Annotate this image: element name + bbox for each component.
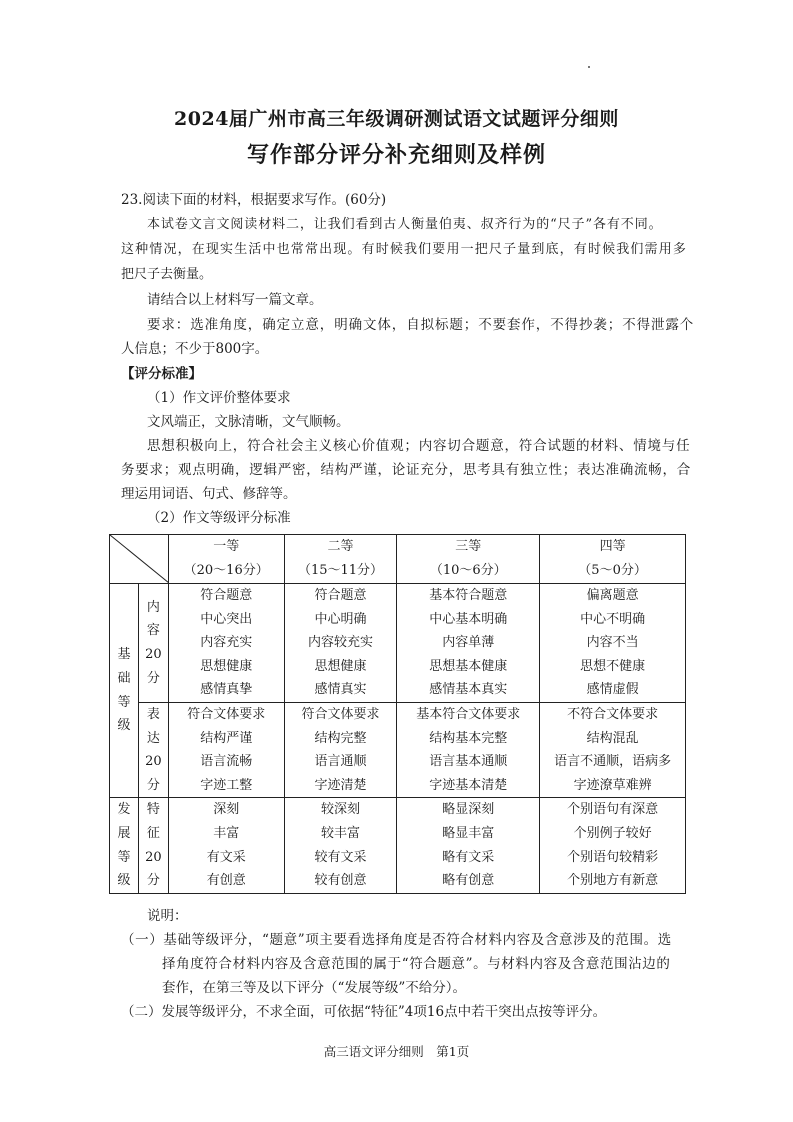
material-line-1: 本试卷文言文阅读材料二，让我们看到古人衡量伯夷、叔齐行为的“尺子”各有不同。	[147, 217, 663, 232]
requirement-line-1: 要求：选准角度，确定立意，明确文体，自拟标题；不要套作，不得抄袭；不得泄露个	[147, 317, 695, 333]
instruction: 请结合以上材料写一篇文章。	[147, 292, 323, 308]
content-grade-3: 基本符合题意 中心基本明确 内容单薄 思想基本健康 感情基本真实	[397, 584, 540, 703]
grade-4-header: 四等 （5～0分）	[540, 535, 686, 584]
part1-title: （1）作文评价整体要求	[147, 390, 291, 406]
feature-grade-1: 深刻 丰富 有文采 有创意	[168, 798, 284, 893]
content-row	[110, 584, 686, 703]
standard-heading: 【评分标准】	[121, 366, 202, 382]
expression-label: 表 达 20 分	[138, 702, 168, 797]
expression-grade-1: 符合文体要求 结构严谨 语言流畅 字迹工整	[168, 702, 284, 797]
note-1-line-2: 择角度符合材料内容及含意范围的属于“符合题意”。与材料内容及含意范围沾边的	[162, 956, 671, 972]
page-footer: 高三语文评分细则 第1页	[323, 1044, 470, 1059]
part1-line-3: 务要求；观点明确，逻辑严密，结构严谨，论证充分，思考具有独立性；表达准确流畅，合	[121, 462, 691, 478]
feature-row	[110, 798, 686, 893]
notes-heading: 说明：	[147, 908, 188, 924]
expression-grade-4: 不符合文体要求 结构混乱 语言不通顺，语病多 字迹潦草难辨	[540, 702, 686, 797]
grade-header-row	[110, 535, 686, 584]
content-grade-4: 偏离题意 中心不明确 内容不当 思想不健康 感情虚假	[540, 584, 686, 703]
part1-line-2: 思想积极向上，符合社会主义核心价值观；内容切合题意，符合试题的材料、情境与任	[147, 438, 691, 454]
scan-speck	[588, 66, 590, 68]
development-level-label: 发 展 等 级	[110, 798, 139, 893]
grading-table	[109, 534, 686, 894]
material-line-3: 把尺子去衡量。	[121, 267, 213, 282]
expression-row	[110, 702, 686, 797]
note-1-line-1: （一）基础等级评分，“题意”项主要看选择角度是否符合材料内容及含意涉及的范围。选	[121, 932, 672, 948]
expression-grade-3: 基本符合文体要求 结构基本完整 语言基本通顺 字迹基本清楚	[397, 702, 540, 797]
grade-3-header: 三等 （10～6分）	[397, 535, 540, 584]
grade-2-header: 二等 （15～11分）	[284, 535, 397, 584]
note-2: （二）发展等级评分，不求全面，可依据“特征”4项16点中若干突出点按等评分。	[121, 1004, 607, 1020]
content-grade-2: 符合题意 中心明确 内容较充实 思想健康 感情真实	[284, 584, 397, 703]
part1-line-4: 理运用词语、句式、修辞等。	[121, 486, 297, 502]
feature-grade-4: 个别语句有深意 个别例子较好 个别语句较精彩 个别地方有新意	[540, 798, 686, 893]
feature-grade-3: 略显深刻 略显丰富 略有文采 略有创意	[397, 798, 540, 893]
part1-line-1: 文风端正，文脉清晰，文气顺畅。	[147, 414, 350, 430]
note-1-line-3: 套作，在第三等及以下评分（“发展等级”不给分）。	[162, 980, 467, 996]
diagonal-corner-cell	[110, 535, 169, 584]
content-grade-1: 符合题意 中心突出 内容充实 思想健康 感情真挚	[168, 584, 284, 703]
diagonal-line	[110, 535, 169, 583]
feature-grade-2: 较深刻 较丰富 较有文采 较有创意	[284, 798, 397, 893]
document-subtitle: 写作部分评分补充细则及样例	[246, 142, 546, 168]
requirement-line-2: 人信息；不少于800字。	[121, 341, 269, 357]
grade-1-header: 一等 （20～16分）	[168, 535, 284, 584]
feature-label: 特 征 20 分	[138, 798, 168, 893]
content-label: 内 容 20 分	[138, 584, 168, 703]
basic-level-label: 基 础 等 级	[110, 584, 139, 798]
document-title: 2024届广州市高三年级调研测试语文试题评分细则	[174, 108, 619, 130]
expression-grade-2: 符合文体要求 结构完整 语言通顺 字迹清楚	[284, 702, 397, 797]
question-prompt: 23.阅读下面的材料，根据要求写作。(60分)	[121, 192, 387, 208]
material-line-2: 这种情况，在现实生活中也常常出现。有时候我们要用一把尺子量到底，有时候我们需用多	[121, 242, 688, 257]
part2-title: （2）作文等级评分标准	[147, 510, 291, 526]
